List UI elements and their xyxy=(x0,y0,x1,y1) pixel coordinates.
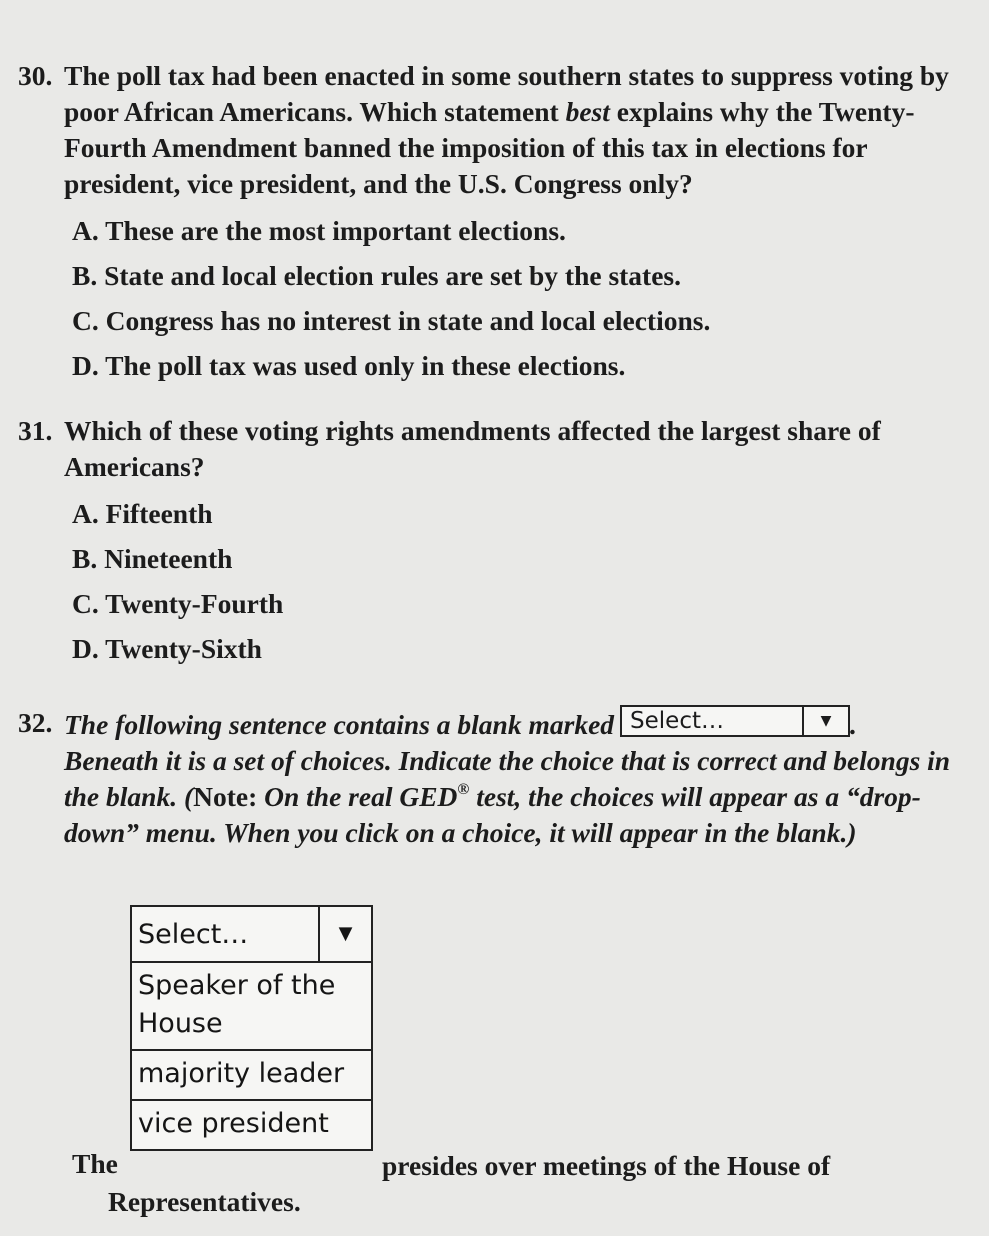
emphasis-text: best xyxy=(565,96,610,127)
question-31 xyxy=(18,413,958,671)
dropdown-option-speaker[interactable]: Speaker of the House xyxy=(132,963,371,1051)
question-number: 31. xyxy=(18,415,53,446)
dropdown-option-vice-president[interactable]: vice president xyxy=(138,1108,329,1139)
answer-choices xyxy=(72,491,958,671)
dropdown-header[interactable] xyxy=(132,907,371,963)
choice-c[interactable]: C. Twenty-Fourth xyxy=(72,588,284,619)
question-stem: The poll tax had been enacted in some southern states to suppress voting by poor African Americans. Which statement best explains why the Twenty-Fourth Amendment banned the imposition of this tax in elections for president, vice president, and the U.S. Congress only? xyxy=(64,60,949,199)
answer-choices xyxy=(72,208,958,388)
dropdown-label: Select… xyxy=(138,919,249,950)
question-stem: Which of these voting rights amendments affected the largest share of Americans? xyxy=(64,415,881,482)
registered-mark: ® xyxy=(457,781,470,798)
dropdown-arrow-icon[interactable]: ▼ xyxy=(318,907,371,961)
select-label: Select… xyxy=(630,708,724,734)
question-32 xyxy=(18,705,958,851)
sentence-start: The xyxy=(72,1148,118,1179)
answer-dropdown[interactable] xyxy=(130,905,373,1151)
question-30 xyxy=(18,58,958,388)
inline-select-example xyxy=(620,705,850,737)
question-number: 32. xyxy=(18,707,53,738)
sentence-continuation: Representatives. xyxy=(108,1186,301,1217)
choice-b[interactable]: B. State and local election rules are set by the states. xyxy=(72,260,681,291)
dropdown-arrow-icon: ▼ xyxy=(802,707,848,735)
choice-d[interactable]: D. The poll tax was used only in these elections. xyxy=(72,350,626,381)
note-label: Note: xyxy=(193,781,258,812)
choice-c[interactable]: C. Congress has no interest in state and local elections. xyxy=(72,305,711,336)
dropdown-option-majority-leader[interactable]: majority leader xyxy=(132,1051,371,1101)
choice-b[interactable]: B. Nineteenth xyxy=(72,543,233,574)
sentence-end: presides over meetings of the House of xyxy=(382,1150,831,1181)
choice-d[interactable]: D. Twenty-Sixth xyxy=(72,633,262,664)
question-instructions: The following sentence contains a blank marked Select… ▼ . Beneath it is a set of choices. Indicate the choice that is correct and belongs in the blank. (Note: On the real GED® test, the choices will appear as a “drop-down” menu. When you click on a choice, it will appear in the blank.) xyxy=(64,705,958,851)
question-number: 30. xyxy=(18,60,53,91)
choice-a[interactable]: A. These are the most important elections. xyxy=(72,215,566,246)
choice-a[interactable]: A. Fifteenth xyxy=(72,498,213,529)
